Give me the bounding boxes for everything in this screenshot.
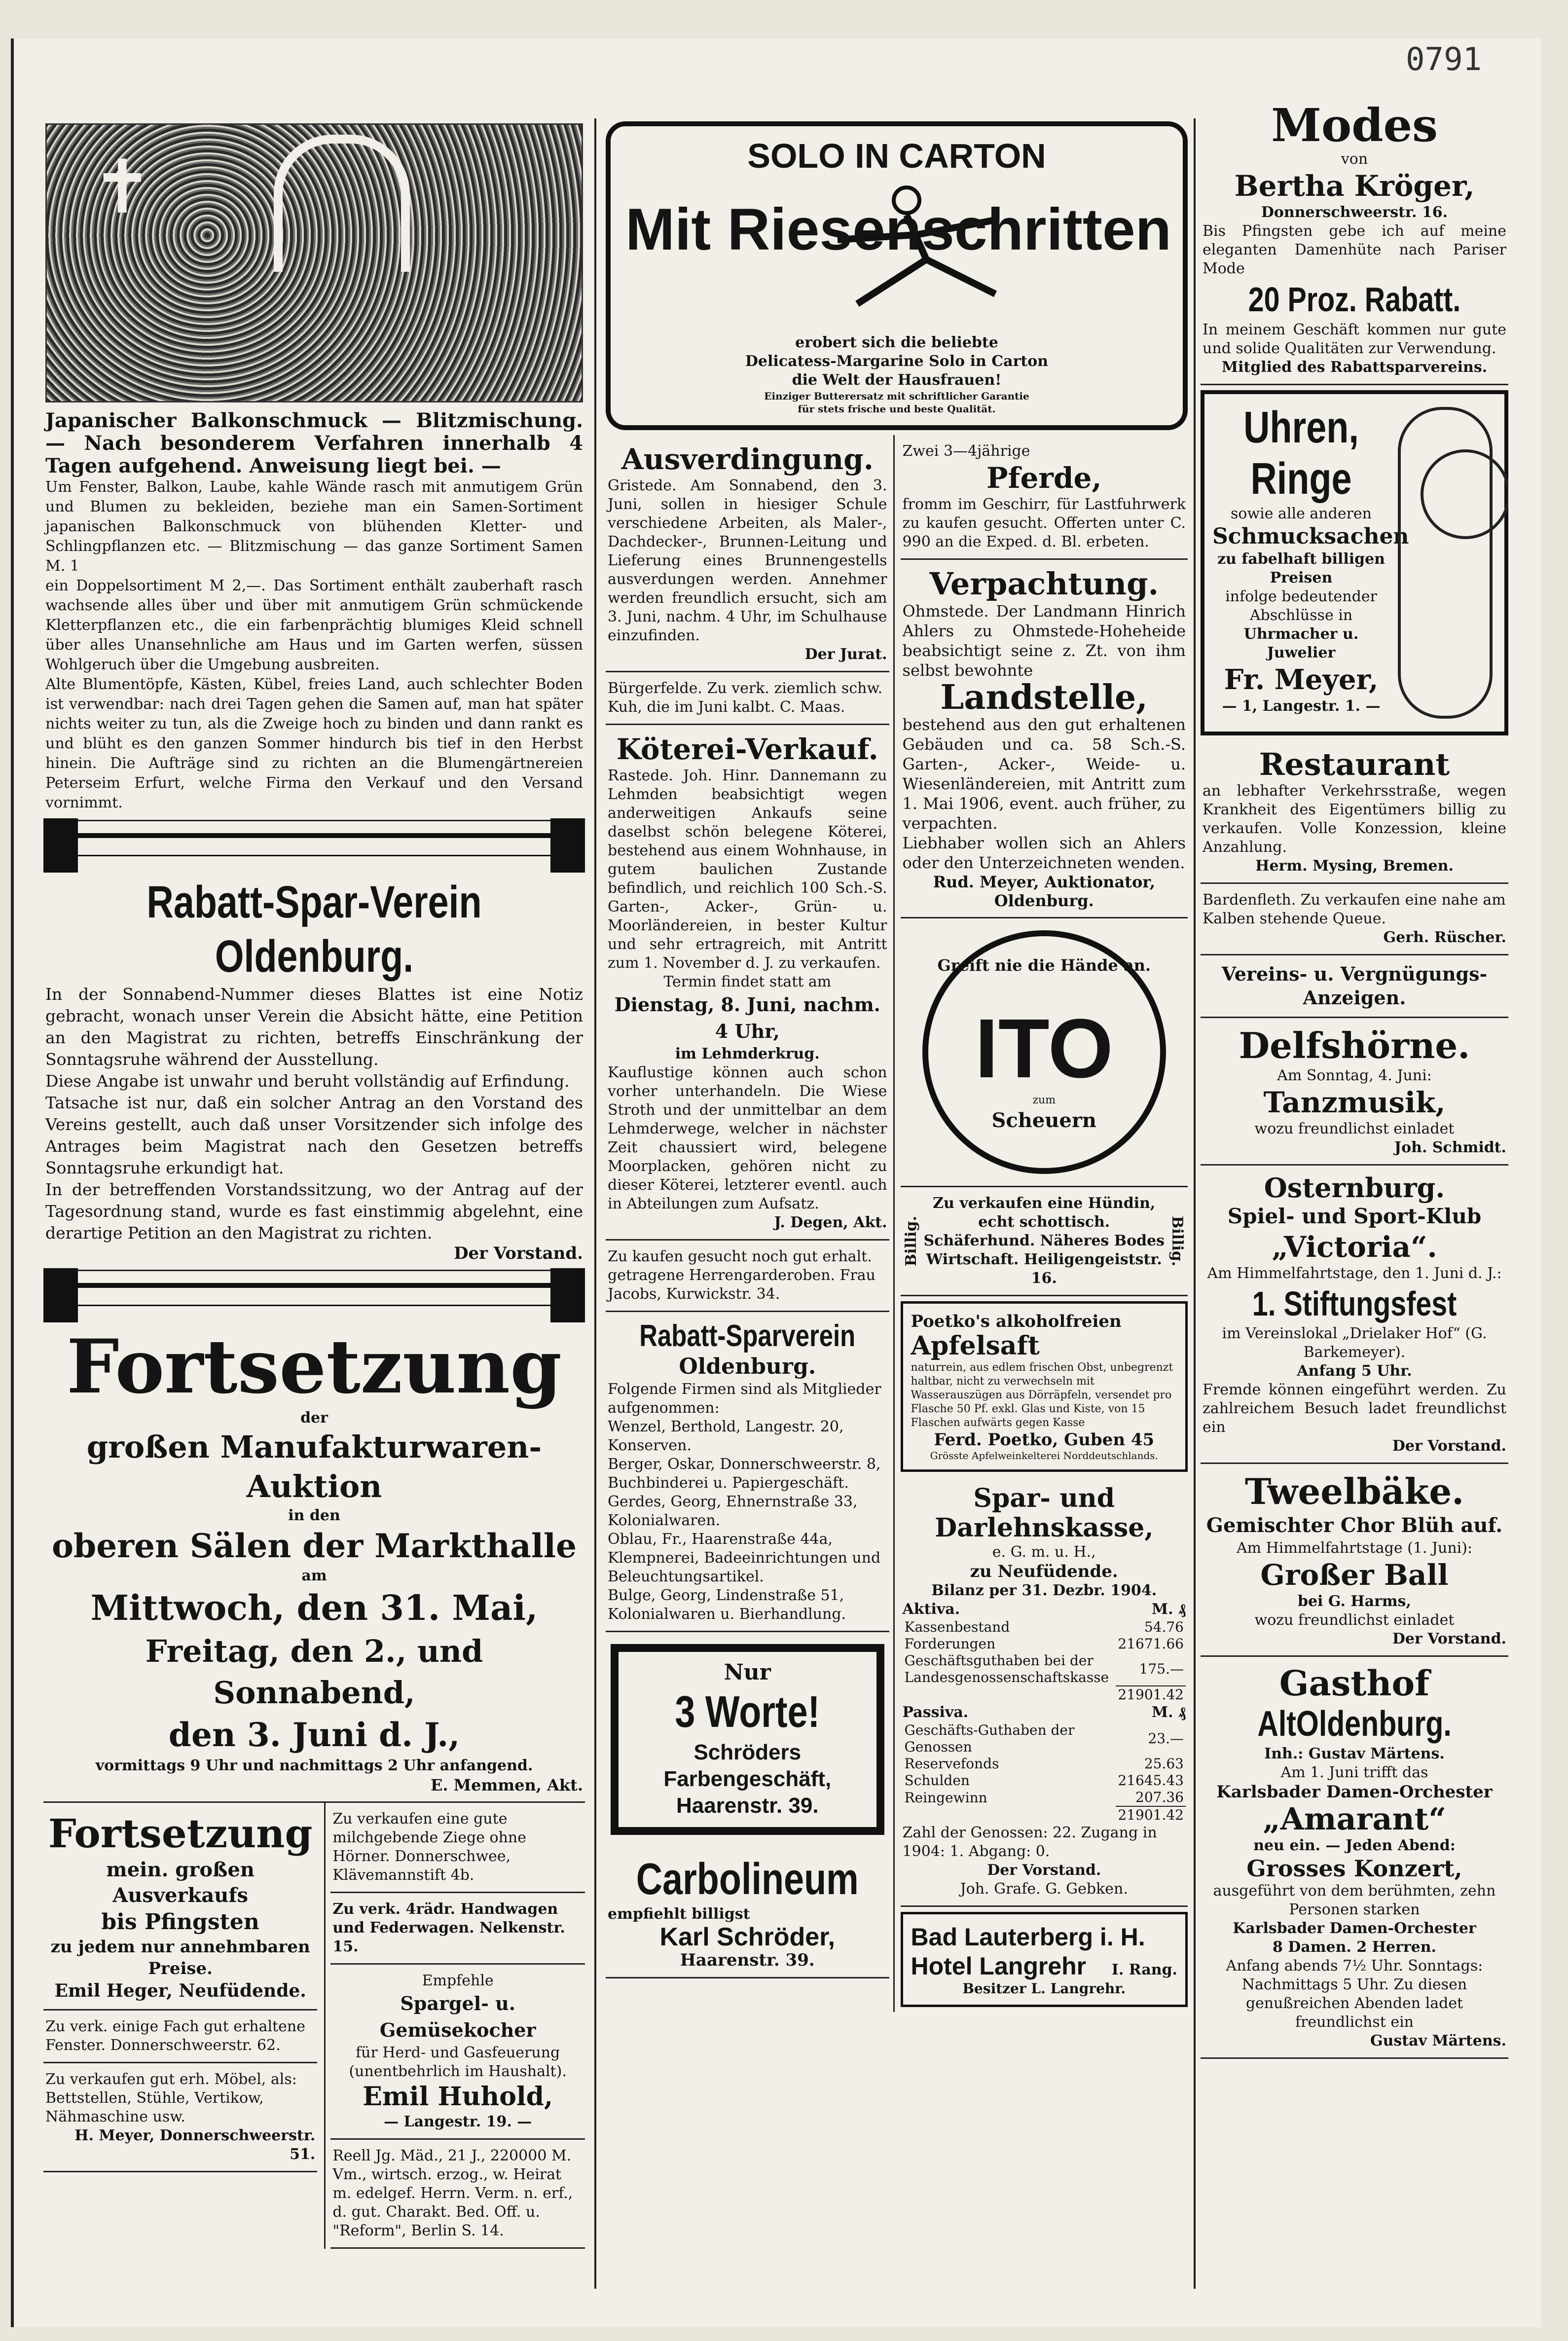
ad-side-label: Billig. xyxy=(1168,1215,1186,1267)
ad-heading: Freitag, den 2., und Sonnabend, xyxy=(145,1633,483,1711)
ad-text: erobert sich die beliebte xyxy=(795,334,998,351)
ad-ausverdingung xyxy=(606,435,889,672)
ad-text: ausgeführt von dem berühmten, zehn Personen starken xyxy=(1213,1882,1496,1918)
ad-signature: Ferd. Poetko, Guben 45 xyxy=(934,1430,1155,1450)
ad-text: sowie alle anderen xyxy=(1231,505,1372,522)
ad-ito xyxy=(901,918,1188,1187)
ad-heading: Großer Ball xyxy=(1260,1558,1449,1592)
ad-text: Rastede. Joh. Hinr. Dannemann zu Lehmden beabsichtigt wegen anderweitigen Ankaufs seine daselbst schön belegene Köterei, bestehend aus einem Wohnhause, in gutem baulichen Zustande befindlich, und reichlich 100 Sch.-S. Garten-, Acker-, Grün- u. Moorländereien, in bester Kultur und sehr ertragreich, mit Antritt zum 1. November d. J. zu verkaufen. xyxy=(608,767,887,972)
uhren-text xyxy=(1212,402,1409,724)
ad-heading: Tweelbäke. xyxy=(1244,1470,1464,1512)
ad-text: Anfang 5 Uhr. xyxy=(1297,1362,1412,1380)
ad-restaurant xyxy=(1201,740,1508,884)
ad-heading: „Amarant“ xyxy=(1263,1801,1446,1837)
table-cell: 25.63 xyxy=(1144,1756,1184,1772)
member-item: Gerdes, Georg, Ehnernstraße 33, Kolonialwaren. xyxy=(608,1493,858,1529)
ad-gasthof xyxy=(1201,1657,1508,2059)
ad-text: 8 Damen. 2 Herren. xyxy=(1272,1939,1436,1956)
ad-text: Kauflustige können auch schon vorher unterhandeln. Die Wiese Stroth und der unmittelbar an dem Lehmderwege, welcher in nächster Zeit chaussiert wird, belegene Moorplacken, gehören nicht zu dieser Köterei, letzterer eventl. auch in Abteilungen zum Aufsatz. xyxy=(608,1064,887,1212)
ad-text: Preisen xyxy=(1270,569,1333,586)
column-rule xyxy=(594,118,596,2289)
ad-text: Fremde können eingeführt werden. Zu zahlreichem Besuch ladet freundlichst ein xyxy=(1203,1381,1506,1436)
ad-text: bei G. Harms, xyxy=(1297,1593,1411,1610)
ad-text: Liebhaber wollen sich an Ahlers oder den Unterzeichneten wenden. xyxy=(902,834,1186,872)
ad-heading: Modes xyxy=(1271,99,1438,152)
ad-text: Haarenstr. 39. xyxy=(680,1950,815,1970)
cross-icon: ✝ xyxy=(91,145,153,230)
ad-text: in den xyxy=(288,1507,340,1524)
ad-text: Scheuern xyxy=(991,1109,1096,1132)
currency-label: M. ₰ xyxy=(1151,1704,1186,1721)
ad-text: — 1, Langestr. 1. — xyxy=(1222,697,1381,715)
ad-text: ein Doppelsortiment M 2,—. Das Sortiment enthält zauberhaft rasch wachsende alles über und über mit anmutigem Grün schmückende Kletterpflanzen etc., die ein farbenprächtig blumiges Kleid schnell über alles Unansehnliche am Haus und im Garten werfen, süssen Wohlgeruch über die Umgebung ausbreiten. xyxy=(45,577,583,673)
ad-heading: Rabatt-Sparverein xyxy=(639,1319,856,1353)
ad-text: Alte Blumentöpfe, Kästen, Kübel, freies Land, auch schlechter Boden ist verwendbar: nach drei Tagen gehen die Samen auf, man hat später nichts weiter zu tun, als die Zweige hoch zu binden und dann rankt es und blüht es den ganzen Sommer hindurch bis tief in den Herbst hinein. Die Aufträge sind zu richten an die Blumengärtnereien Peterseim Erfurt, welche Firma den Verkauf und den Versand vornimmt. xyxy=(45,676,583,811)
ad-heading: Rabatt-Spar-Verein Oldenburg. xyxy=(146,877,482,982)
ad-signature: Herm. Mysing, Bremen. xyxy=(1255,857,1454,875)
ad-signature: Der Vorstand. xyxy=(1392,1437,1506,1455)
ad-heading: Japanischer Balkonschmuck — Blitzmischung. — Nach besonderem Verfahren innerhalb 4 Tagen aufgehend. Anweisung liegt bei. — xyxy=(45,409,583,477)
ad-text: bestehend aus den gut erhaltenen Gebäuden und ca. 58 Sch.-S. Garten-, Acker-, Weide- u. Wiesenländereien, mit Antritt zum 1. Mai 1906, event. auch früher, zu verpachten. xyxy=(902,715,1186,833)
ad-text: Mitglied des Rabattsparvereins. xyxy=(1221,359,1488,376)
ad-signature: Gustav Märtens. xyxy=(1370,2032,1506,2049)
table-cell: 21901.42 xyxy=(1116,1806,1186,1824)
ad-signature: J. Degen, Akt. xyxy=(774,1214,887,1231)
ad-text: Am Himmelfahrtstage, den 1. Juni d. J.: xyxy=(1207,1265,1502,1282)
ad-text: fromm im Geschirr, für Lastfuhrwerk zu kaufen gesucht. Offerten unter C. 990 an die Exped. d. Bl. erbeten. xyxy=(902,496,1186,550)
ad-rabatt-sparverein xyxy=(606,1312,889,1632)
page-number: 0791 xyxy=(1406,41,1482,78)
mid-split xyxy=(606,435,1188,2012)
ad-drei-worte xyxy=(611,1644,884,1835)
ad-signature: Besitzer L. Langrehr. xyxy=(962,1980,1126,1997)
ad-text: vormittags 9 Uhr und nachmittags 2 Uhr anfangend. xyxy=(95,1757,533,1774)
ad-text: Delicatess-Margarine Solo in Carton xyxy=(745,353,1049,370)
ad-heading: den 3. Juni d. J., xyxy=(168,1716,460,1754)
table-cell: 175.— xyxy=(1139,1660,1184,1677)
ad-text: — Langestr. 19. — xyxy=(384,2113,532,2130)
ad-ziege: Zu verkaufen eine gute milchgebende Ziege ohne Hörner. Donnerschwee, Klävemannstift 4b. xyxy=(330,1803,585,1893)
mid-right xyxy=(901,435,1188,2012)
ad-heading: Fortsetzung xyxy=(66,1323,562,1410)
ad-carbolineum xyxy=(606,1847,889,1978)
ad-text: Uhrmacher u. Juwelier xyxy=(1243,625,1359,661)
ad-text: im Lehmderkrug. xyxy=(675,1045,820,1062)
table-cell: 207.36 xyxy=(1135,1789,1184,1805)
ad-heading: Carbolineum xyxy=(636,1855,859,1904)
ad-huhold xyxy=(330,1965,585,2140)
ad-text: Zu verkaufen eine Hündin, echt schottisch. Schäferhund. Näheres Bodes Wirtschaft. Heiligengeiststr. 16. xyxy=(923,1195,1165,1287)
aktiva-label: Aktiva. xyxy=(902,1601,960,1618)
passiva-table xyxy=(903,1722,1186,1824)
table-cell: Geschäfts-Guthaben der Genossen xyxy=(904,1722,1075,1755)
ad-bad-lauterberg xyxy=(901,1912,1188,2007)
ad-poetko xyxy=(901,1301,1188,1472)
ad-text: am xyxy=(301,1567,327,1584)
ad-heading: Bad Lauterberg i. H. xyxy=(911,1923,1145,1951)
ad-text: neu ein. — Jeden Abend: xyxy=(1253,1837,1456,1854)
ad-solo xyxy=(606,121,1188,430)
table-cell: Reingewinn xyxy=(904,1789,987,1806)
section-heading: Vereins- u. Vergnügungs-Anzeigen. xyxy=(1201,955,1508,1018)
ad-text: Schröders xyxy=(693,1740,802,1764)
ad-signature: Der Jurat. xyxy=(804,646,887,663)
column-middle xyxy=(606,116,1188,2302)
ad-text: Nur xyxy=(724,1660,771,1685)
ad-text: Zahl der Genossen: 22. Zugang in 1904: 1. Abgang: 0. xyxy=(902,1824,1157,1860)
table-row xyxy=(903,1686,1186,1703)
ad-text: I. Rang. xyxy=(1111,1961,1177,1978)
ad-signature: H. Meyer, Donnerschweerstr. 51. xyxy=(74,2127,316,2163)
ad-heading: Bertha Kröger, xyxy=(1234,169,1475,203)
ad-heading: Mittwoch, den 31. Mai, xyxy=(90,1587,538,1628)
table-cell: Forderungen xyxy=(904,1636,996,1652)
ad-heading: Osternburg. xyxy=(1264,1172,1445,1204)
ad-text: Anfang abends 7½ Uhr. Sonntags: Nachmittags 5 Uhr. Zu diesen genußreichen Abenden ladet freundlichst ein xyxy=(1226,1957,1483,2031)
ad-text: Empfehle xyxy=(422,1972,494,1989)
passiva-label: Passiva. xyxy=(902,1704,969,1721)
table-row xyxy=(903,1772,1186,1789)
ad-text: zu jedem nur annehmbaren Preise. xyxy=(50,1937,310,1978)
ad-text: für stets frische und beste Qualität. xyxy=(798,403,996,415)
table-cell: 54.76 xyxy=(1144,1619,1184,1635)
ad-heading: AltOldenburg. xyxy=(1257,1704,1452,1744)
ad-moebel xyxy=(43,2063,317,2172)
ad-heading: Spiel- und Sport-Klub xyxy=(1227,1204,1482,1228)
ad-text: Am Himmelfahrtstage (1. Juni): xyxy=(1236,1539,1473,1557)
ad-text: Am 1. Juni trifft das xyxy=(1280,1764,1428,1781)
ad-text: Zwei 3—4jährige xyxy=(902,442,1030,460)
ad-text: infolge bedeutender Abschlüsse in xyxy=(1225,588,1377,624)
ad-heading: Verpachtung. xyxy=(929,566,1159,602)
ad-heading: Uhren, xyxy=(1243,403,1359,452)
member-item: Bulge, Georg, Lindenstraße 51, Kolonialwaren u. Bierhandlung. xyxy=(608,1587,846,1623)
table-row xyxy=(903,1789,1186,1806)
ad-text: wozu freundlichst einladet xyxy=(1254,1611,1455,1629)
table-cell: Geschäftsguthaben bei der Landesgenossenschaftskasse xyxy=(904,1652,1109,1685)
ad-text: Bardenfleth. Zu verkaufen eine nahe am Kalben stehende Queue. xyxy=(1203,891,1506,927)
ad-uhren xyxy=(1201,390,1508,735)
ad-heading: Ausverdingung. xyxy=(621,442,874,476)
ad-modes xyxy=(1201,94,1508,385)
hotel-line xyxy=(911,1952,1177,1980)
member-item: Oblau, Fr., Haarenstraße 44a, Klempnerei, Badeeinrichtungen und Beleuchtungsartikel. xyxy=(608,1531,881,1585)
ad-pferde xyxy=(901,435,1188,560)
mid-left xyxy=(606,435,895,2012)
ad-signature: Der Vorstand. xyxy=(454,1244,583,1263)
ad-heading: Fr. Meyer, xyxy=(1224,663,1379,696)
ad-signature: Joh. Schmidt. xyxy=(1394,1139,1506,1156)
ad-heading: Delfshörne. xyxy=(1239,1024,1470,1066)
table-row xyxy=(903,1636,1186,1652)
ad-text: für Herd- und Gasfeuerung (unentbehrlich im Haushalt). xyxy=(349,2044,567,2080)
column-rule xyxy=(1194,118,1196,2289)
ad-heading: großen Manufakturwaren-Auktion xyxy=(86,1429,542,1504)
ad-text: die Welt der Hausfrauen! xyxy=(792,371,1002,389)
table-row xyxy=(903,1806,1186,1824)
ad-signature: Joh. Grafe. G. Gebken. xyxy=(960,1880,1128,1898)
ad-koeterei xyxy=(606,725,889,1241)
flower-illustration xyxy=(45,123,583,402)
ad-auktion xyxy=(43,1318,585,1803)
ad-text: Bilanz per 31. Dezbr. 1904. xyxy=(931,1582,1157,1599)
ad-text: Ohmstede. Der Landmann Hinrich Ahlers zu Ohmstede-Hoheheide beabsichtigt seine z. Zt. von ihm selbst bewohnte xyxy=(902,602,1186,680)
ad-text: Farbengeschäft, xyxy=(663,1767,832,1791)
ad-heading: oberen Sälen der Markthalle xyxy=(52,1527,577,1565)
ad-text: naturrein, aus edlem frischen Obst, unbegrenzt haltbar, nicht zu verwechseln mit Wasserauszügen aus Dörräpfeln, versendet pro Flasche 50 Pf. exkl. Glas und Kiste, von 15 Flaschen aufwärts gegen Kasse xyxy=(911,1361,1173,1429)
bottom-split xyxy=(43,1803,585,2249)
ad-text: Grösste Apfelweinkelterei Norddeutschlands. xyxy=(930,1450,1158,1462)
ad-signature: Der Vorstand. xyxy=(1392,1630,1506,1647)
ad-victoria xyxy=(1201,1166,1508,1464)
ad-text: Diese Angabe ist unwahr und beruht vollständig auf Erfindung. xyxy=(45,1071,570,1091)
ad-heading: Landstelle, xyxy=(940,678,1148,717)
ad-text: Folgende Firmen sind als Mitglieder aufgenommen: xyxy=(608,1381,881,1417)
ad-heading: Darlehnskasse, xyxy=(935,1513,1154,1543)
aktiva-table xyxy=(903,1619,1186,1703)
ad-text: an lebhafter Verkehrsstraße, wegen Krankheit des Eigentümers billig zu verkaufen. Volle Konzession, kleine Anzahlung. xyxy=(1203,782,1506,856)
table-row xyxy=(903,1722,1186,1756)
ad-rabatt-spar-verein xyxy=(43,868,585,1271)
ad-heading: Ringe xyxy=(1250,454,1352,504)
ad-text: Greift nie die Hände an. xyxy=(937,956,1151,975)
ad-verpachtung xyxy=(901,560,1188,918)
ad-text: In der betreffenden Vorstandssitzung, wo der Antrag auf der Tagesordnung stand, wurde es fast einstimmig abgelehnt, eine derartige Petition an den Magistrat zu richten. xyxy=(45,1180,583,1243)
ad-reell: Reell Jg. Mäd., 21 J., 220000 M. Vm., wirtsch. erzog., w. Heirat m. edelgef. Herrn. Verm. n. erf., d. gut. Charakt. Bed. Off. u. "Reform", Berlin S. 14. xyxy=(330,2140,585,2249)
ad-heading: Grosses Konzert, xyxy=(1246,1855,1462,1882)
ad-signature: E. Memmen, Akt. xyxy=(431,1776,583,1794)
table-cell: Schulden xyxy=(904,1772,970,1789)
ad-text: bis Pfingsten xyxy=(101,1909,259,1935)
ad-delfshoerne xyxy=(1201,1018,1508,1166)
runner-illustration xyxy=(620,181,1173,329)
ad-text: empfiehlt billigst xyxy=(608,1905,750,1923)
ad-heading: ITO xyxy=(975,1002,1113,1096)
table-cell: Reservefonds xyxy=(904,1756,999,1772)
ad-queue xyxy=(1201,884,1508,955)
ad-heading: Emil Huhold, xyxy=(363,2082,553,2112)
ad-text: von xyxy=(1341,150,1368,168)
currency-label: M. ₰ xyxy=(1151,1601,1186,1618)
table-cell xyxy=(903,1806,1116,1824)
ad-text: In der Sonnabend-Nummer dieses Blattes ist eine Notiz gebracht, wonach unser Verein die Absicht hätte, eine Petition an den Magistrat zu richten, betreffs Einschränkung der Sonntagsruhe während der Ausstellung. xyxy=(45,985,583,1069)
ad-heading: Dienstag, 8. Juni, nachm. 4 Uhr, xyxy=(614,993,880,1042)
ad-kuh: Bürgerfelde. Zu verk. ziemlich schw. Kuh, die im Juni kalbt. C. Maas. xyxy=(606,672,889,725)
pocket-watch-icon xyxy=(1398,407,1493,719)
table-cell: Kassenbestand xyxy=(904,1619,1010,1635)
ad-heading: Schmucksachen xyxy=(1212,524,1409,549)
ad-text: mein. großen Ausverkaufs xyxy=(106,1858,255,1907)
table-row xyxy=(903,1652,1186,1686)
ad-text: zu Neufüdende. xyxy=(970,1562,1118,1581)
ad-heading: Gemischter Chor Blüh auf. xyxy=(1206,1514,1503,1537)
table-cell xyxy=(903,1686,1116,1703)
bottom-right xyxy=(324,1803,585,2249)
ad-heading: 1. Stiftungsfest xyxy=(1252,1284,1457,1323)
ad-tweelbaeke xyxy=(1201,1464,1508,1657)
ad-heading: Restaurant xyxy=(1259,746,1450,782)
table-cell: 21901.42 xyxy=(1116,1686,1186,1703)
ad-text: Inh.: Gustav Märtens. xyxy=(1264,1745,1445,1762)
member-item: Berger, Oskar, Donnerschweerstr. 8, Buchbinderei u. Papiergeschäft. xyxy=(608,1456,881,1492)
ad-text: wozu freundlichst einladet xyxy=(1254,1120,1455,1137)
ad-text: Gristede. Am Sonnabend, den 3. Juni, sollen in hiesiger Schule verschiedene Arbeiten, als Maler-, Dachdecker-, Brunnen-Leitung und Lieferung eines Brunnengestells ausverdungen werden. Annehmer werden freundlich ersucht, sich am 3. Juni, nachm. 4 Uhr, im Schulhause einzufinden. xyxy=(608,477,887,644)
table-cell: 23.— xyxy=(1148,1730,1184,1747)
divider-bar xyxy=(43,1283,585,1306)
ad-text: Haarenstr. 39. xyxy=(676,1793,819,1818)
ad-heading: Oldenburg. xyxy=(679,1354,816,1379)
ad-heading: Mit Riesenschritten xyxy=(625,196,1171,262)
ad-side-label: Billig. xyxy=(902,1215,920,1267)
ad-heading: „Victoria“. xyxy=(1272,1230,1437,1264)
ad-heading: Köterei-Verkauf. xyxy=(616,732,878,766)
ito-logo xyxy=(922,930,1166,1174)
column-left xyxy=(43,116,585,2302)
ad-heading: SOLO IN CARTON xyxy=(747,137,1046,175)
arch-icon xyxy=(274,135,410,272)
ad-text: Karlsbader Damen-Orchester xyxy=(1216,1782,1493,1802)
ad-heading: Karl Schröder, xyxy=(659,1923,835,1951)
balance-header xyxy=(903,1600,1186,1619)
table-cell: 21645.43 xyxy=(1118,1772,1184,1789)
member-item: Wenzel, Berthold, Langestr. 20, Konserven. xyxy=(608,1418,844,1454)
bottom-left xyxy=(43,1803,317,2249)
ad-heger xyxy=(43,1803,317,2011)
ad-text: Zu verkaufen gut erh. Möbel, als: Bettstellen, Stühle, Vertikow, Nähmaschine usw. xyxy=(45,2071,297,2125)
ad-herrengarderobe: Zu kaufen gesucht noch gut erhalt. getragene Herrengarderoben. Frau Jacobs, Kurwickstr. 34. xyxy=(606,1241,889,1312)
balance-header xyxy=(903,1703,1186,1722)
ad-heading: Apfelsaft xyxy=(911,1331,1040,1361)
table-cell: 21671.66 xyxy=(1118,1636,1184,1652)
ad-text: Karlsbader Damen-Orchester xyxy=(1233,1920,1476,1937)
ad-text: Donnerschweerstr. 16. xyxy=(1261,204,1448,221)
ad-signature: Emil Heger, Neufüdende. xyxy=(54,1980,306,2001)
watch-illustration xyxy=(1394,402,1496,724)
ad-heading: Spar- und xyxy=(973,1483,1115,1513)
ad-text: Bis Pfingsten gebe ich auf meine eleganten Damenhüte nach Pariser Mode xyxy=(1203,222,1506,277)
ad-text: zum xyxy=(1032,1094,1056,1106)
ad-text: Um Fenster, Balkon, Laube, kahle Wände rasch mit anmutigem Grün und Blumen zu bekleiden, beziehe man ein Samen-Sortiment japanischen Balkonschmuck von blühenden Kletter- und Schlingpflanzen etc. — Blitzmischung — das ganze Sortiment Samen M. 1 xyxy=(45,478,583,575)
ad-heading: Tanzmusik, xyxy=(1263,1086,1446,1119)
divider-bar xyxy=(43,833,585,856)
table-row xyxy=(903,1756,1186,1772)
ad-text: Tatsache ist nur, daß ein solcher Antrag an den Vorstand des Vereins gestellt, auch daß unser Vorsitzender sich infolge des Antrages beim Magistrat nach den Gesetzen betreffs Sonntagsruhe erkundigt hat. xyxy=(45,1093,583,1177)
ad-heading: 3 Worte! xyxy=(675,1687,820,1737)
ad-text: zu fabelhaft billigen xyxy=(1217,550,1385,568)
ad-text: Am Sonntag, 4. Juni: xyxy=(1277,1067,1432,1084)
ad-heading: Poetko's alkoholfreien xyxy=(911,1312,1122,1331)
ad-fenster: Zu verk. einige Fach gut erhaltene Fenster. Donnerschweerstr. 62. xyxy=(43,2011,317,2063)
ad-text: der xyxy=(300,1409,328,1427)
ad-text: Termin findet statt am xyxy=(663,973,832,990)
ad-schaeferhund xyxy=(901,1187,1188,1296)
ad-handwagen: Zu verk. 4rädr. Handwagen und Federwagen. Nelkenstr. 15. xyxy=(330,1893,585,1965)
ad-text: e. G. m. u. H., xyxy=(992,1543,1096,1561)
column-right xyxy=(1201,94,1508,2302)
ad-heading: Fortsetzung xyxy=(48,1810,313,1857)
ad-heading: Hotel Langrehr xyxy=(911,1952,1087,1980)
ad-text: Einziger Butterersatz mit schriftlicher Garantie xyxy=(764,390,1029,402)
ad-signature: Der Vorstand. xyxy=(987,1862,1101,1879)
ad-signature: Gerh. Rüscher. xyxy=(1383,929,1506,946)
table-row xyxy=(903,1619,1186,1636)
ad-heading: 20 Proz. Rabatt. xyxy=(1248,280,1461,319)
ad-signature: Rud. Meyer, Auktionator, Oldenburg. xyxy=(933,873,1155,910)
ad-text: In meinem Geschäft kommen nur gute und solide Qualitäten zur Verwendung. xyxy=(1203,321,1506,357)
ad-balkonschmuck xyxy=(43,116,585,821)
ad-text: im Vereinslokal „Drielaker Hof“ (G. Barkemeyer). xyxy=(1222,1325,1487,1361)
ad-sparkasse xyxy=(901,1477,1188,1907)
ad-heading: Pferde, xyxy=(986,461,1102,495)
ad-heading: Gasthof xyxy=(1279,1663,1430,1704)
ad-heading: Spargel- u. Gemüsekocher xyxy=(379,1992,536,2041)
